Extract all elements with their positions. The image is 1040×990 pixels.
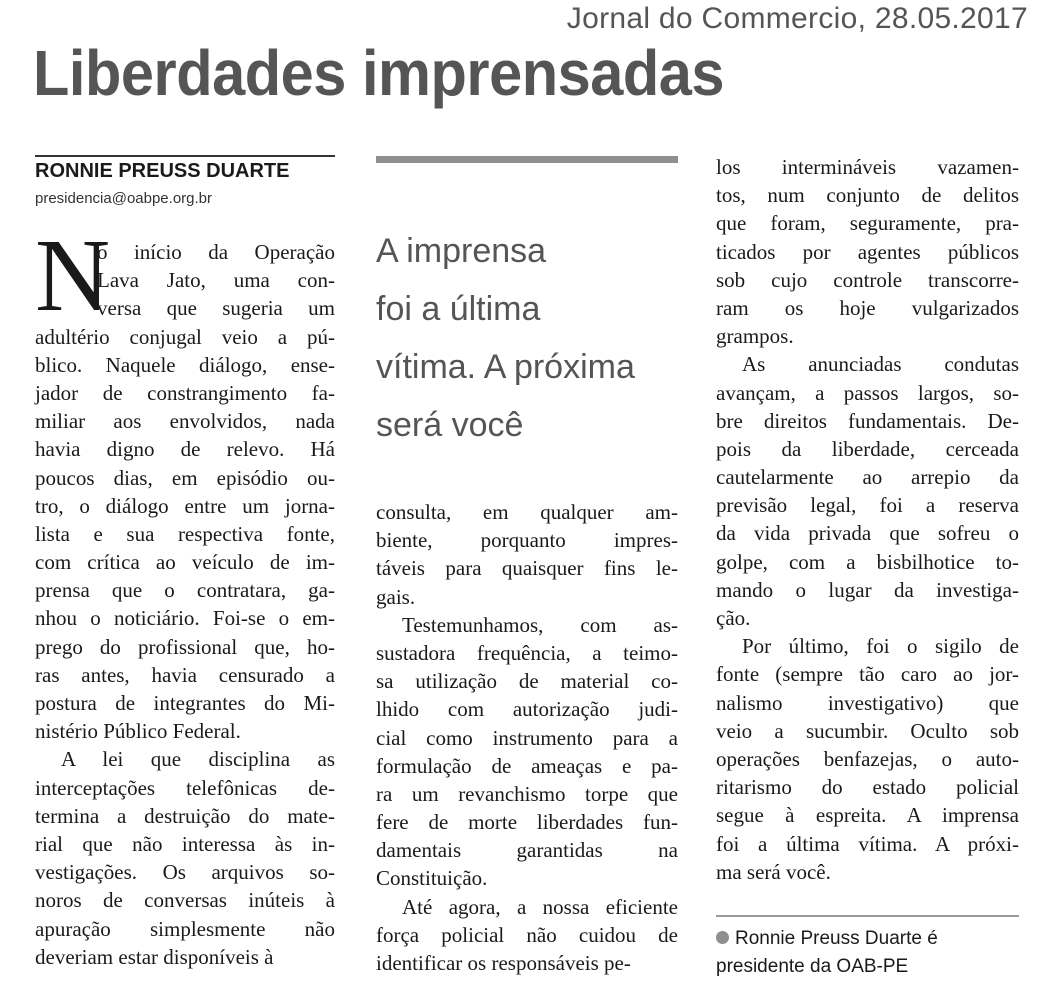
article-text-line: veio a sucumbir. Oculto sob xyxy=(716,718,1019,743)
article-text-line: ticados por agentes públicos xyxy=(716,239,1019,264)
article-text-line: ção. xyxy=(716,606,751,630)
article-text-line: Constituição. xyxy=(376,866,488,891)
article-text-line: ras antes, havia censurado a xyxy=(35,662,335,687)
article-text-line: ma será você. xyxy=(716,859,831,884)
pull-quote-line: vítima. A próxima xyxy=(376,348,635,386)
article-text-line: que foram, seguramente, pra- xyxy=(716,211,1019,236)
pull-quote-line: será você xyxy=(376,406,524,444)
article-text-line: gais. xyxy=(376,584,416,609)
article-text-line: versa que sugeria um xyxy=(97,296,335,321)
pull-quote xyxy=(376,222,676,454)
article-text-line: deveriam estar disponíveis à xyxy=(35,944,274,969)
article-text-line: lhido com autorização judi- xyxy=(376,697,678,722)
article-text-line: poucos dias, em episódio ou- xyxy=(35,465,335,490)
article-text-line: A lei que disciplina as xyxy=(61,747,335,772)
article-text-line: cautelarmente ao arrepio da xyxy=(716,465,1019,490)
signature-suffix: é xyxy=(921,928,938,949)
article-column-2 xyxy=(376,498,678,977)
article-text-line: biente, porquanto impres- xyxy=(376,528,678,553)
article-text-line: golpe, com a bisbilhotice to- xyxy=(716,549,1019,574)
signature-rule xyxy=(716,915,1019,917)
article-text-line: segue à espreita. A imprensa xyxy=(716,803,1019,828)
article-text-line: tro, o diálogo entre um jorna- xyxy=(35,493,335,518)
signature-name: Ronnie Preuss Duarte xyxy=(735,928,922,949)
pull-quote-line: A imprensa xyxy=(376,232,547,270)
article-text-line: nhou o noticiário. Foi-se o em- xyxy=(35,606,335,631)
article-text-line: Lava Jato, uma con- xyxy=(97,268,335,293)
article-text-line: nistério Público Federal. xyxy=(35,719,241,744)
article-column-1 xyxy=(35,238,335,971)
article-text-line: fonte (sempre tão caro ao jor- xyxy=(716,662,1019,687)
article-text-line: adultério conjugal veio a pú- xyxy=(35,324,335,349)
author-email: presidencia@oabpe.org.br xyxy=(35,190,213,207)
article-text-line: consulta, em qualquer am- xyxy=(376,500,678,524)
article-column-3 xyxy=(716,153,1019,886)
article-text-line: miliar aos envolvidos, nada xyxy=(35,409,335,434)
article-text-line: pois da liberdade, cerceada xyxy=(716,436,1019,461)
drop-cap: N xyxy=(35,218,111,333)
article-text-line: o início da Operação xyxy=(97,240,335,264)
article-text-line: As anunciadas condutas xyxy=(742,352,1019,377)
bullet-dot-icon xyxy=(716,931,729,944)
article-text-line: termina a destruição do mate- xyxy=(35,803,335,828)
article-text-line: táveis para quaisquer fins le- xyxy=(376,556,678,581)
pull-quote-line: foi a última xyxy=(376,290,541,328)
article-text-line: força policial não cuidou de xyxy=(376,922,678,947)
article-text-line: previsão legal, foi a reserva xyxy=(716,493,1019,518)
article-text-line: lista e sua respectiva fonte, xyxy=(35,521,335,546)
article-text-line: avançam, a passos largos, so- xyxy=(716,380,1019,405)
article-text-line: sob cujo controle transcorre- xyxy=(716,267,1019,292)
article-text-line: postura de integrantes do Mi- xyxy=(35,691,335,715)
article-text-line: identificar os responsáveis pe- xyxy=(376,951,631,975)
article-text-line: prego do profissional que, ho- xyxy=(35,634,335,659)
article-text-line: jador de constrangimento fa- xyxy=(35,380,335,405)
article-text-line: damentais garantidas na xyxy=(376,838,678,863)
article-text-line: sa utilização de material co- xyxy=(376,669,678,694)
pull-quote-bar xyxy=(376,156,678,163)
article-text-line: interceptações telefônicas de- xyxy=(35,775,335,800)
article-text-line: ram os hoje vulgarizados xyxy=(716,295,1019,320)
article-text-line: tos, num conjunto de delitos xyxy=(716,183,1019,208)
article-text-line: rial que não interessa às in- xyxy=(35,831,335,856)
byline-rule xyxy=(35,155,335,157)
article-text-line: fere de morte liberdades fun- xyxy=(376,810,678,835)
article-text-line: sustadora frequência, a teimo- xyxy=(376,640,678,665)
article-text-line: noros de conversas inúteis à xyxy=(35,888,335,913)
article-text-line: ra um revanchismo torpe que xyxy=(376,781,678,806)
article-text-line: ritarismo do estado policial xyxy=(716,775,1019,800)
article-text-line: apuração simplesmente não xyxy=(35,916,335,941)
author-byline: RONNIE PREUSS DUARTE xyxy=(35,160,290,182)
article-text-line: da vida privada que sofreu o xyxy=(716,521,1019,546)
article-text-line: mando o lugar da investiga- xyxy=(716,577,1019,602)
article-text-line: operações benfazejas, o auto- xyxy=(716,746,1019,771)
newspaper-dateline: Jornal do Commercio, 28.05.2017 xyxy=(566,2,1028,35)
article-headline: Liberdades imprensadas xyxy=(33,37,725,109)
article-text-line: nalismo investigativo) que xyxy=(716,690,1019,715)
author-signature xyxy=(716,925,1016,981)
article-text-line: cial como instrumento para a xyxy=(376,725,678,750)
article-text-line: foi a última vítima. A próxi- xyxy=(716,831,1019,856)
article-text-line: com crítica ao veículo de im- xyxy=(35,550,335,575)
article-text-line: vestigações. Os arquivos so- xyxy=(35,860,335,885)
signature-title: presidente da OAB-PE xyxy=(716,956,909,977)
article-text-line: Por último, foi o sigilo de xyxy=(742,634,1019,659)
article-text-line: bre direitos fundamentais. De- xyxy=(716,408,1019,433)
article-text-line: los intermináveis vazamen- xyxy=(716,155,1019,179)
article-text-line: formulação de ameaças e pa- xyxy=(376,753,678,778)
article-text-line: blico. Naquele diálogo, ense- xyxy=(35,352,335,377)
article-text-line: Testemunhamos, com as- xyxy=(402,612,678,637)
article-text-line: grampos. xyxy=(716,324,794,349)
article-text-line: havia digno de relevo. Há xyxy=(35,437,335,462)
article-text-line: Até agora, a nossa eficiente xyxy=(402,894,678,919)
article-text-line: prensa que o contratara, ga- xyxy=(35,578,335,603)
